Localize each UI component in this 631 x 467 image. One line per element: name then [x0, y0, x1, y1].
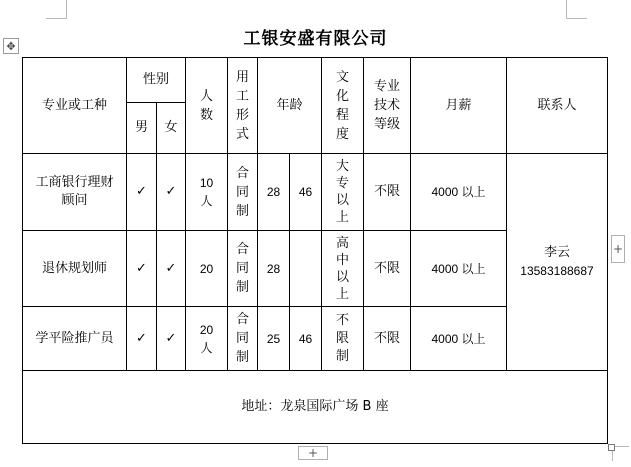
table-resize-handle[interactable] [608, 444, 615, 451]
header-contact: 联系人 [506, 57, 608, 154]
page-corner-mark [566, 0, 587, 19]
header-count: 人数 [185, 57, 228, 154]
header-age: 年龄 [257, 57, 322, 154]
row2-male-check: ✓ [126, 230, 157, 307]
header-gender: 性别 [126, 57, 186, 103]
row2-age-min: 28 [257, 230, 290, 307]
contact-cell [506, 153, 608, 371]
row3-salary: 4000 以上 [410, 306, 507, 371]
row1-male-check: ✓ [126, 153, 157, 231]
header-female: 女 [156, 102, 186, 154]
contact-name: 李云 [543, 245, 570, 260]
row2-major: 退休规划师 [22, 230, 127, 307]
row3-major: 学平险推广员 [22, 306, 127, 371]
row2-education: 高中以上 [321, 230, 364, 307]
contact-phone: 13583188687 [520, 264, 594, 278]
page-corner-mark [46, 0, 67, 19]
header-tech-level: 专业技术等级 [363, 57, 411, 154]
row1-count: 10人 [185, 153, 228, 231]
row2-count: 20 [185, 230, 228, 307]
row2-female-check: ✓ [156, 230, 186, 307]
row1-major: 工商银行理财顾问 [22, 153, 127, 231]
row1-tech-level: 不限 [363, 153, 411, 231]
header-major: 专业或工种 [22, 57, 127, 154]
row1-age-min: 28 [257, 153, 290, 231]
header-employment: 用工形式 [227, 57, 258, 154]
row3-count: 20人 [185, 306, 228, 371]
row3-education: 不限制 [321, 306, 364, 371]
row1-age-max: 46 [289, 153, 322, 231]
row3-male-check: ✓ [126, 306, 157, 371]
row2-employment: 合同制 [227, 230, 258, 307]
header-education: 文化程度 [321, 57, 364, 154]
add-column-button[interactable]: + [611, 235, 625, 263]
row2-salary: 4000 以上 [410, 230, 507, 307]
row3-employment: 合同制 [227, 306, 258, 371]
header-male: 男 [126, 102, 157, 154]
document-title: 工银安盛有限公司 [243, 29, 388, 49]
add-row-button[interactable]: + [298, 446, 328, 460]
table-move-handle-icon[interactable]: ✥ [3, 38, 19, 54]
row3-female-check: ✓ [156, 306, 186, 371]
row3-age-max: 46 [289, 306, 322, 371]
row2-tech-level: 不限 [363, 230, 411, 307]
row2-age-max [289, 230, 322, 307]
row1-female-check: ✓ [156, 153, 186, 231]
row3-age-min: 25 [257, 306, 290, 371]
header-salary: 月薪 [410, 57, 507, 154]
row3-tech-level: 不限 [363, 306, 411, 371]
address-cell: 地址：龙泉国际广场 B 座 [22, 370, 608, 444]
row1-education: 大专以上 [321, 153, 364, 231]
row1-employment: 合同制 [227, 153, 258, 231]
row1-salary: 4000 以上 [410, 153, 507, 231]
